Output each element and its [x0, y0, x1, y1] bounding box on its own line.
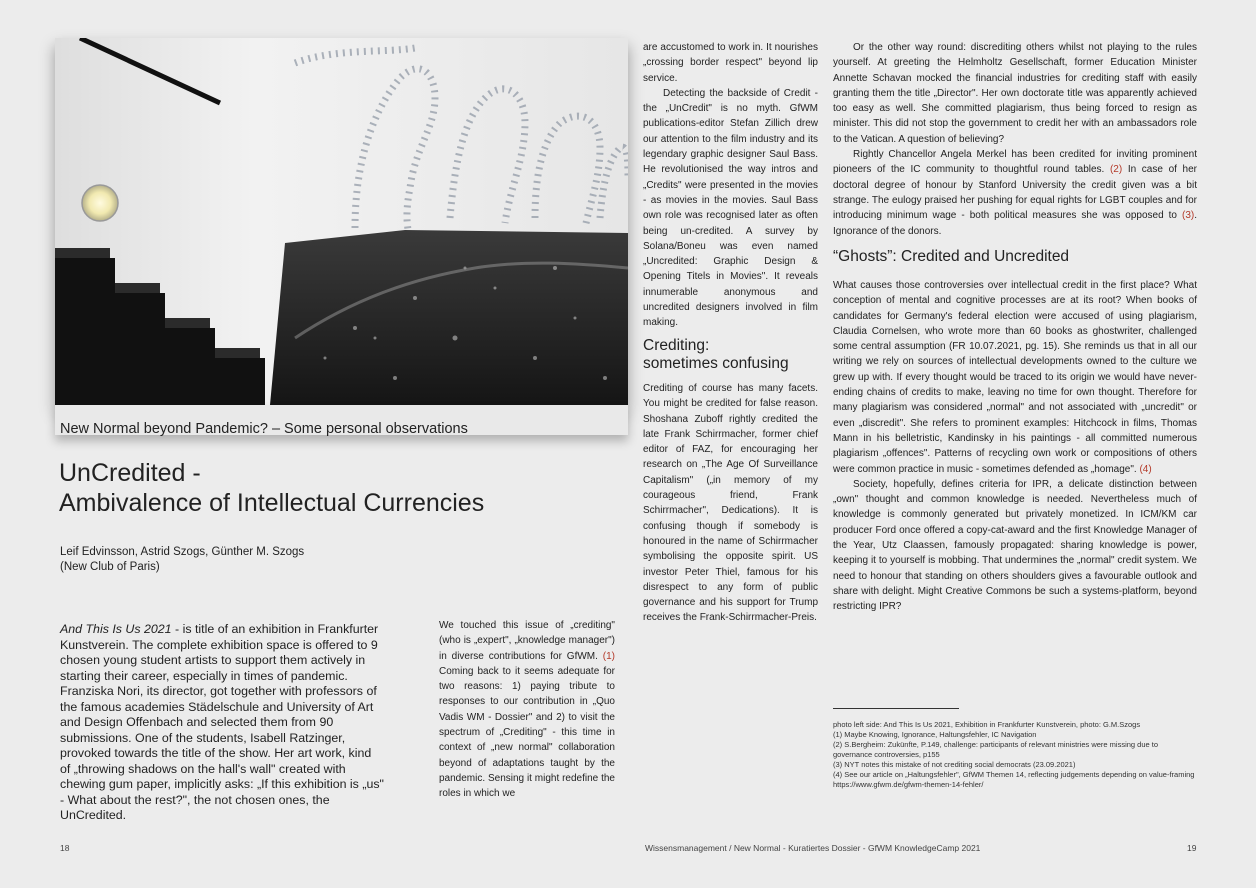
title-line-2: Ambivalence of Intellectual Currencies: [59, 489, 485, 517]
column-4-top: [833, 40, 1197, 239]
title-line-1: UnCredited -: [59, 459, 201, 487]
exhibition-name: And This Is Us 2021: [60, 622, 172, 636]
intro-paragraph: [60, 622, 385, 824]
exhibition-photo: [55, 38, 628, 405]
footnote-4: (4) See our article on „Haltungsfehler", GfWM Themen 14, reflecting judgements depending on value-framing https://www.gfwm.de/gfwm-themen-14-fehler/: [833, 770, 1195, 789]
heading-line-2: sometimes confusing: [643, 355, 789, 372]
col3-paragraph-2: Detecting the backside of Credit - the „UnCredit" is no myth. GfWM publications-editor Stefan Zillich drew our attention to the film industry and its legendary graphic designer Saul Bass. He revolutionised the way intros and „Credits" were presented in the movies - as movies in the movies. Saul Bass own role was recognised later as often being un-credited. A survey by Solana/Boneu was even named „Uncredited: Graphic Design & Opening Titels in Movies". It reveals innumerable anonymous and uncredited designers involved in film making.: [643, 87, 818, 329]
footnote-3: (3) NYT notes this mistake of not crediting social democrats (23.09.2021): [833, 760, 1076, 769]
column-2: [439, 618, 615, 802]
column-3-bottom: [643, 381, 818, 626]
authors-affiliation: (New Club of Paris): [60, 561, 160, 573]
footnote-ref-1[interactable]: (1): [602, 650, 615, 662]
series-title: New Normal beyond Pandemic? – Some personal observations: [60, 421, 468, 437]
section-heading-ghosts: “Ghosts”: Credited and Uncredited: [833, 248, 1070, 265]
authors-names: Leif Edvinsson, Astrid Szogs, Günther M. Szogs: [60, 546, 305, 558]
footnote-2: (2) S.Bergheim: Zukünfte, P.149, challenge: participants of relevant ministries were missing due to governance controversies, p155: [833, 740, 1159, 759]
col2-text-a: We touched this issue of „crediting" (who is „expert", „knowledge manager") in diverse contributions for GfWM.: [439, 620, 615, 662]
column-3-top: [643, 40, 818, 331]
col4-paragraph-3: [833, 278, 1197, 477]
col3-paragraph-1: are accustomed to work in. It nourishes „crossing border respect" beyond lip service.: [643, 42, 818, 84]
col3-paragraph-3: Crediting of course has many facets. You might be credited for false reason. Shoshana Zuboff rightly credited the late Frank Schirrmacher, former chief editor of FAZ, for encouraging her research on „The Age Of Surveillance Capitalism" („in memory of my courageous friend, Frank Schirrmacher", Dedications). It is confusing though if somebody is honoured in the name of Schirrmacher symbolising the opposite spirit. US investor Peter Thiel, famous for his disrespect to any form of public governance and his support for Trump receives the Frank-Schirrmacher-Preis.: [643, 383, 818, 624]
page-number-left: 18: [60, 843, 70, 853]
col4-paragraph-4: Society, hopefully, defines criteria for IPR, a delicate distinction between „own" thought and common knowledge is needed. Nevertheless much of knowledge is commonly generated but privately monetized. In ICM/KM car producer Ford once offered a copy-cat-award and the first Knowledge Manager of the Year, Utz Claassen, famously propagated: sharing knowledge is power, keeping it to yourself is mobbing. That undermines the „normal" credit system. We need to honour that standing on others shoulders gives a favourable outlook and share with delight. Might Creative Commons be such a systems-platform, beyond restricting IPR?: [833, 478, 1197, 613]
col4-paragraph-2: [833, 147, 1197, 239]
footnote-divider: [833, 708, 959, 709]
col4-paragraph-1: Or the other way round: discrediting others whilst not playing to the rules yourself. At greeting the Helmholtz Gesellschaft, former Education Minister Annette Schavan mocked the financial industries for crediting staff with easily granting them the title „Director". Her own doctorate title was apparently achieved too easy as well. She committed plagiarism, thus being forced to resign as minister. This did not stop the government to credit her with an ambassadors role to the Vatican. A question of believing?: [833, 42, 1197, 145]
footnotes: [833, 720, 1198, 790]
authors: [60, 545, 304, 575]
footnote-ref-2[interactable]: (2): [1109, 164, 1123, 176]
intro-text: - is title of an exhibition in Frankfurter Kunstverein. The complete exhibition space is offered to 9 chosen young student artists to support them actively in starting their career, especially in times of pandemic. Franziska Nori, its director, got together with professors of the famous academies Städelschule and University of Art and Design Offenbach and selected them from 90 submissions. One of the students, Isabell Ratzinger, provoked towards the title of the show. Her art work, kind of „throwing shadows on the hall's wall" created with chewing gum paper, implicitly asks: „If this exhibition is „us" - What about the rest?", the not chosen ones, the UnCredited.: [60, 622, 384, 822]
col4-p2-text-a: Rightly Chancellor Angela Merkel has been credited for inviting prominent pioneers of the IC community to thoughtful round tables.: [833, 149, 1197, 176]
col4-p2-text-b: In case of her doctoral degree of honour by Stanford University the credit given was a bit strange. The eulogy praised her pushing for equal rights for LGBT couples and for introducing minimum wage - both political measures she was opposed to: [833, 164, 1197, 222]
footnote-ref-4[interactable]: (4): [1139, 463, 1152, 475]
heading-line-1: Crediting:: [643, 337, 710, 354]
section-heading-crediting: [643, 337, 789, 373]
col4-p3-text: What causes those controversies over intellectual credit in the first place? What conception of mental and cognitive processes are at its root? When books of candidates for Germany's federal election were accused of using plagiarism, Claudia Cornelsen, who wrote more than 60 books as ghostwriter, challenged some central assumption (FR 10.07.2021, pg. 15). She reminds us that in all our writing we rely on sources of intellectual developments owned to the culture we grew up with. If every thought would be traced to its origin we would have never-ending chains of credits to make, leaving no time for own thought. Therefore for many plagiarism was considered „normal" and not associated with „uncredit" or even „discredit". She refers to prominent examples: Hitchcock in films, Thomas Mann in his belletristic, Kandinsky in his paintings - all committed numerous plagiarism „offences". Patterns of recycling own work or compositions of others were common practice in music - sometimes defended as „homage".: [833, 280, 1197, 475]
footnote-ref-3[interactable]: (3): [1181, 210, 1195, 222]
article-title: [59, 458, 484, 518]
footer-running-title: Wissensmanagement / New Normal - Kuratiertes Dossier - GfWM KnowledgeCamp 2021: [645, 843, 981, 853]
col2-paragraph: [439, 618, 615, 802]
page-number-right: 19: [1187, 843, 1197, 853]
column-4-bottom: [833, 278, 1197, 615]
footnote-1: (1) Maybe Knowing, Ignorance, Haltungsfehler, IC Navigation: [833, 730, 1037, 739]
col2-text-b: Coming back to it seems adequate for two reasons: 1) paying tribute to responses to our contribution in „Quo Vadis WM - Dossier" and 2) to visit the spectrum of „Crediting" - this time in context of „new normal" collaboration beyond of adaptations taught by the pandemic. Sensing it might redefine the roles in which we: [439, 665, 615, 800]
col4-p2-text-c: . Ignorance of the donors.: [833, 210, 1197, 237]
footnote-photo: photo left side: And This Is Us 2021, Exhibition in Frankfurter Kunstverein, photo: G.M.Szogs: [833, 720, 1141, 729]
